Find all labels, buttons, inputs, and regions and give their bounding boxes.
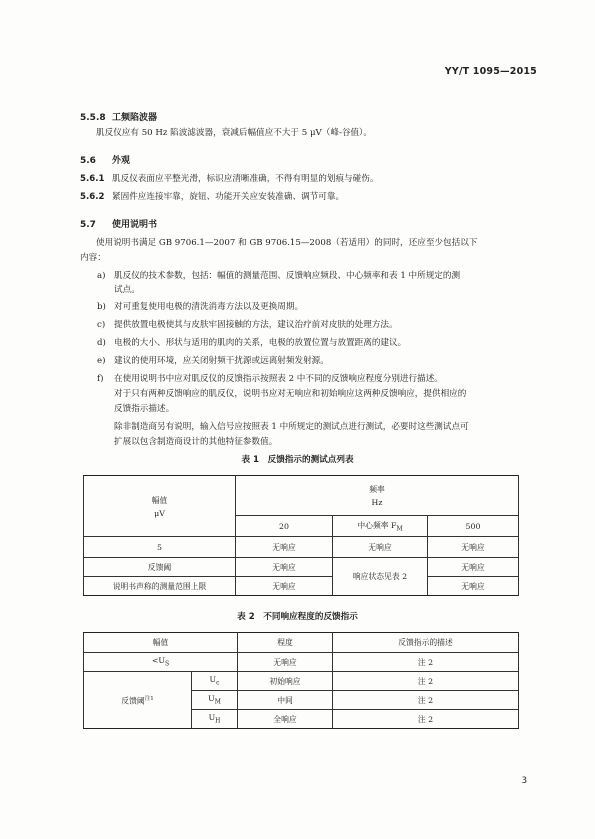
list-item-d: [97, 336, 537, 350]
list-label: f): [97, 374, 104, 384]
list-label: d): [97, 338, 106, 348]
u-symbol: U: [209, 675, 217, 685]
section-number: 5.6.2: [80, 192, 105, 202]
degree-cell: 中间: [238, 691, 333, 710]
list-text-line: 试点。: [114, 285, 140, 295]
cell-merged: 响应状态见表 2: [333, 558, 428, 596]
footnote-mark: 注1: [144, 695, 154, 702]
sym-cell: $U_H$: [192, 710, 238, 729]
table-row: [84, 558, 519, 577]
section-5-6-2: [80, 190, 344, 204]
row-label: 反馈阈: [84, 558, 236, 577]
sym-cell: $U_M$: [192, 691, 238, 710]
freq-col-20: 20: [236, 516, 333, 537]
list-item-e: [97, 354, 537, 368]
page-number: 3: [521, 776, 527, 786]
list-text-line: 反馈指示描述。: [114, 404, 175, 414]
list-item-f: [97, 372, 537, 452]
center-freq-sub: M: [396, 525, 403, 533]
list-label: a): [97, 271, 106, 281]
cell: 无响应: [428, 537, 519, 558]
section-title: 工频陷波器: [112, 113, 158, 123]
list-text-line: 电极的大小、形状与适用的肌肉的关系，电极的放置位置与放置距离的建议。: [114, 338, 407, 348]
section-5-7-intro-line2: 内容：: [80, 253, 106, 263]
table-1-caption: 表 1 反馈指示的测试点列表: [241, 455, 354, 465]
list-text-line: 建议的使用环境，应关闭射频干扰源或远离射频发射源。: [114, 356, 329, 366]
row-label: 说明书声称的测量范围上限: [84, 577, 236, 596]
table-row: [84, 577, 519, 596]
cell: 无响应: [236, 558, 333, 577]
desc-cell: 注 2: [333, 710, 519, 729]
section-title: 外观: [112, 156, 131, 166]
freq-col-500: 500: [428, 516, 519, 537]
list-item-b: [97, 300, 537, 314]
section-5-7-intro-line1: 使用说明书满足 GB 9706.1—2007 和 GB 9706.15—2008（若适用）的同时，还应至少包括以下: [96, 238, 478, 248]
list-item-c: [97, 318, 537, 332]
list-text-line: 对于只有两种反馈响应的肌反仪，说明书应对无响应和初始响应这两种反馈响应，提供相应的: [114, 389, 467, 399]
header-description: 反馈指示的描述: [333, 633, 519, 653]
section-number: 5.7: [80, 220, 96, 230]
section-5-5-8-text: 肌反仪应有 50 Hz 陷波滤波器，衰减后幅值应不大于 5 μV（峰-谷值）。: [96, 128, 372, 138]
list-text-line: 扩展以包含制造商设计的其他特征参数值。: [114, 437, 278, 447]
list-text-line: 除非制造商另有说明，输入信号应按照表 1 中所规定的测试点进行测试，必要时这些测试点可: [114, 422, 469, 432]
amplitude-header-label: 幅值: [151, 495, 168, 505]
section-5-7-heading: [80, 217, 157, 230]
cell: 无响应: [333, 537, 428, 558]
section-text: 紧固件应连接牢靠，旋钮、功能开关应安装准确、调节可靠。: [112, 192, 345, 202]
desc-cell: 注 2: [333, 691, 519, 710]
header-amplitude: 幅值: [84, 633, 238, 653]
table-row: [84, 672, 519, 691]
list-text-line: 在使用说明书中应对肌反仪的反馈指示按照表 2 中不同的反馈响应程度分别进行描述。: [114, 374, 443, 384]
table-2-caption: 表 2 不同响应程度的反馈指示: [237, 612, 358, 622]
cell: 无响应: [428, 558, 519, 577]
degree-cell: 全响应: [238, 710, 333, 729]
u-symbol: U: [208, 713, 216, 723]
amp-symbol: <U: [151, 656, 165, 666]
frequency-header: [236, 476, 519, 516]
table-1: [83, 475, 519, 596]
amp-sub: S: [164, 660, 170, 668]
section-5-6-heading: [80, 153, 130, 166]
header-degree: 程度: [238, 633, 333, 653]
cell: 无响应: [236, 537, 333, 558]
list-text-line: 肌反仪的技术参数，包括：幅值的测量范围、反馈响应频段、中心频率和表 1 中所规定的测: [114, 271, 461, 281]
list-label: b): [97, 302, 106, 312]
row-label: 5: [84, 537, 236, 558]
section-title: 使用说明书: [112, 220, 158, 230]
feedback-threshold-label: 反馈阈$^{注1}$: [84, 672, 192, 729]
section-5-6-1: [80, 172, 378, 186]
amplitude-header: [84, 476, 236, 537]
list-label: e): [97, 356, 106, 366]
desc-cell: 注 2: [333, 653, 519, 672]
frequency-header-label: 频率: [369, 485, 385, 494]
sym-cell: $U_c$: [192, 672, 238, 691]
cell: 无响应: [236, 577, 333, 596]
u-symbol: U: [208, 694, 215, 704]
section-number: 5.5.8: [80, 113, 106, 123]
freq-col-center: [333, 516, 428, 537]
list-label: c): [97, 320, 106, 330]
list-text-line: 提供放置电极使其与皮肤牢固接触的方法，建议治疗前对皮肤的处理方法。: [114, 320, 398, 330]
cell: 无响应: [428, 577, 519, 596]
section-text: 肌反仪表面应平整光滑，标识应清晰准确，不得有明显的划痕与碰伤。: [112, 174, 379, 184]
degree-cell: 初始响应: [238, 672, 333, 691]
center-freq-label: 中心频率 F: [357, 520, 397, 530]
frequency-unit: Hz: [371, 498, 383, 507]
amplitude-unit: μV: [154, 508, 165, 518]
table-row: [84, 653, 519, 672]
amp-cell: [84, 653, 238, 672]
degree-cell: 无响应: [238, 653, 333, 672]
section-5-5-8-heading: [80, 110, 157, 123]
desc-cell: 注 2: [333, 672, 519, 691]
standard-number: YY/T 1095—2015: [444, 66, 537, 77]
section-number: 5.6: [80, 156, 96, 166]
table-row: [84, 537, 519, 558]
section-number: 5.6.1: [80, 174, 105, 184]
list-item-a: [97, 269, 537, 299]
list-text-line: 对可重复使用电极的清洗消毒方法以及更换周期。: [114, 302, 304, 312]
table-2: [83, 632, 519, 729]
